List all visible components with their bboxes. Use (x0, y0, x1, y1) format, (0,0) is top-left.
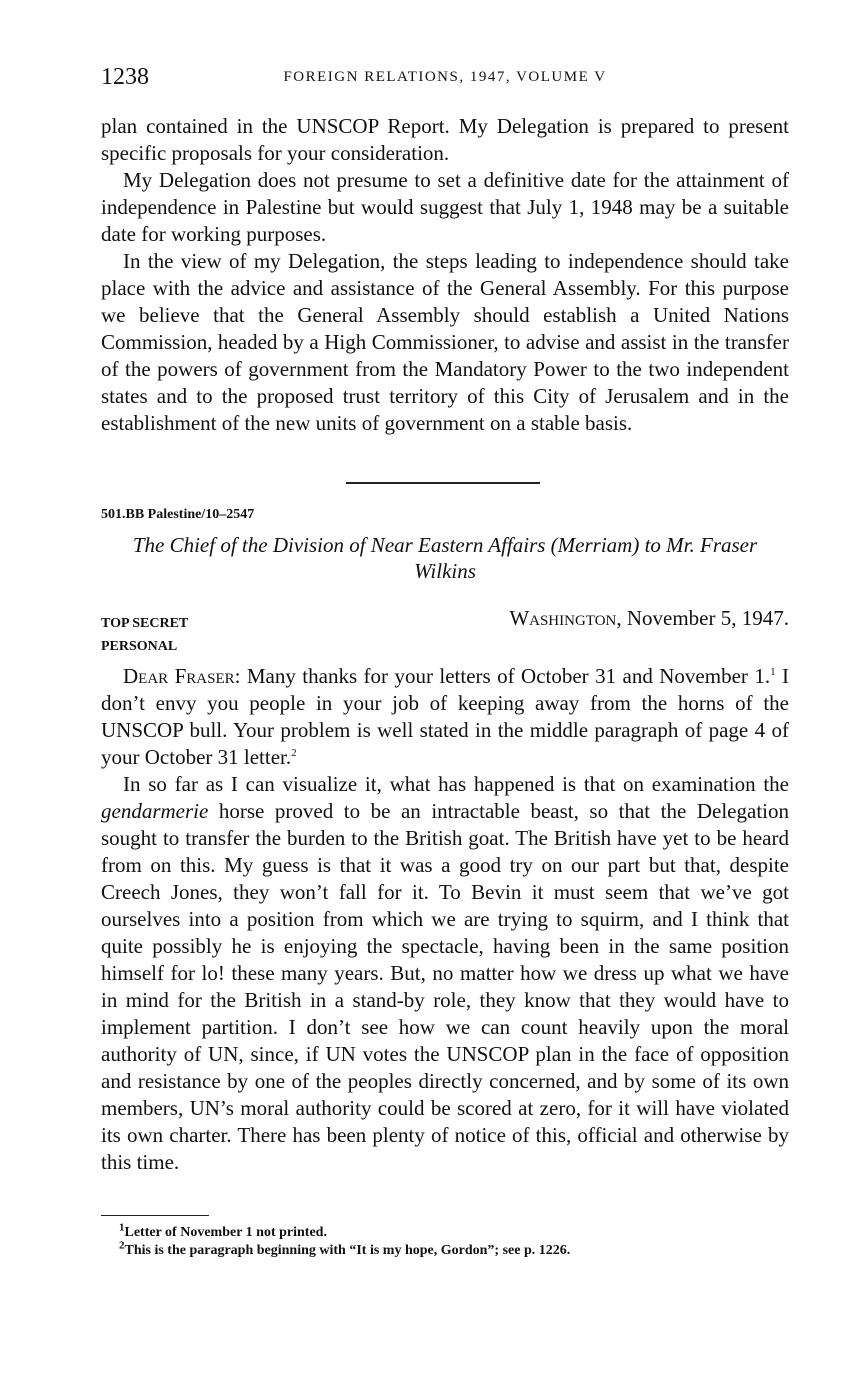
italic-term: gendarmerie (101, 799, 209, 823)
file-reference: 501.BB Palestine/10–2547 (101, 507, 255, 522)
running-title: FOREIGN RELATIONS, 1947, VOLUME V (283, 69, 607, 85)
footnote (101, 1239, 789, 1260)
letter-body (101, 663, 789, 1176)
paragraph: plan contained in the UNSCOP Report. My Delegation is prepared to present specific proposals for your consideration. (101, 114, 789, 165)
page-header (101, 64, 789, 96)
footnote-text: This is the paragraph beginning with “It is my hope, Gordon”; see p. 1226. (124, 1243, 571, 1258)
paragraph-text: : Many thanks for your letters of October 31 and November 1. (234, 664, 771, 688)
paragraph (101, 663, 789, 771)
footnote-mark: 2 (119, 1239, 125, 1252)
section-divider (346, 482, 540, 484)
paragraph (101, 771, 789, 1176)
paragraph: My Delegation does not presume to set a definitive date for the attainment of independence in Palestine but would suggest that July 1, 1948 may be a suitable date for working purposes. (101, 168, 789, 246)
place: Washington (509, 606, 617, 630)
date: , November 5, 1947. (616, 606, 789, 630)
footnotes (101, 1221, 789, 1260)
paragraph-text: I don’t envy you people in your job of keeping away from the horns of the UNSCOP bull. Your problem is well stated in the middle paragraph of page 4 of your October 31 letter. (101, 664, 789, 769)
marking-label: PERSONAL (101, 639, 178, 654)
paragraph: In the view of my Delegation, the steps leading to independence should take place with the advice and assistance of the General Assembly. For this purpose we believe that the General Assembly should establish a United Nations Commission, headed by a High Commissioner, to advise and assist in the transfer of the powers of government from the Mandatory Power to the two independent states and to the proposed trust territory of this City of Jerusalem and in the establishment of the new units of government on a stable basis. (101, 249, 789, 435)
footnote-mark: 1 (119, 1221, 125, 1234)
classification-block (101, 612, 188, 658)
page-number: 1238 (101, 64, 149, 90)
footnote-divider (101, 1215, 209, 1216)
footnote-ref: 2 (291, 747, 297, 759)
footnote-text: Letter of November 1 not printed. (124, 1225, 327, 1240)
footnote (101, 1221, 789, 1242)
footnote-ref: 1 (770, 666, 776, 678)
paragraph-text: horse proved to be an intractable beast, so that the Delegation sought to transfer the burden to the British goat. The British have yet to be heard from on this. My guess is that it was a good try on our part but that, despite Creech Jones, they won’t fall for it. To Bevin it must seem that we’ve got ourselves into a position from which we are trying to squirm, and I think that quite possibly he is enjoying the spectacle, having been in the same position himself for lo! these many years. But, no matter how we dress up what we have in mind for the British in a stand-by role, they know that they would have to implement partition. I don’t see how we can count heavily upon the moral authority of UN, since, if UN votes the UNSCOP plan in the face of opposition and resistance by one of the peoples directly concerned, and by some of its own members, UN’s moral authority could be scored at zero, for it will have violated its own charter. There has been plenty of notice of this, official and otherwise by this time. (101, 799, 789, 1174)
document-title: The Chief of the Division of Near Eastern Affairs (Merriam) to Mr. Fraser Wilkins (132, 533, 758, 583)
paragraph-text: In so far as I can visualize it, what has happened is that on examination the (123, 772, 789, 796)
place-date-line (509, 606, 789, 631)
classification-label: TOP SECRET (101, 616, 189, 631)
salutation: Dear Fraser (123, 664, 235, 688)
continued-letter-text (101, 113, 789, 437)
